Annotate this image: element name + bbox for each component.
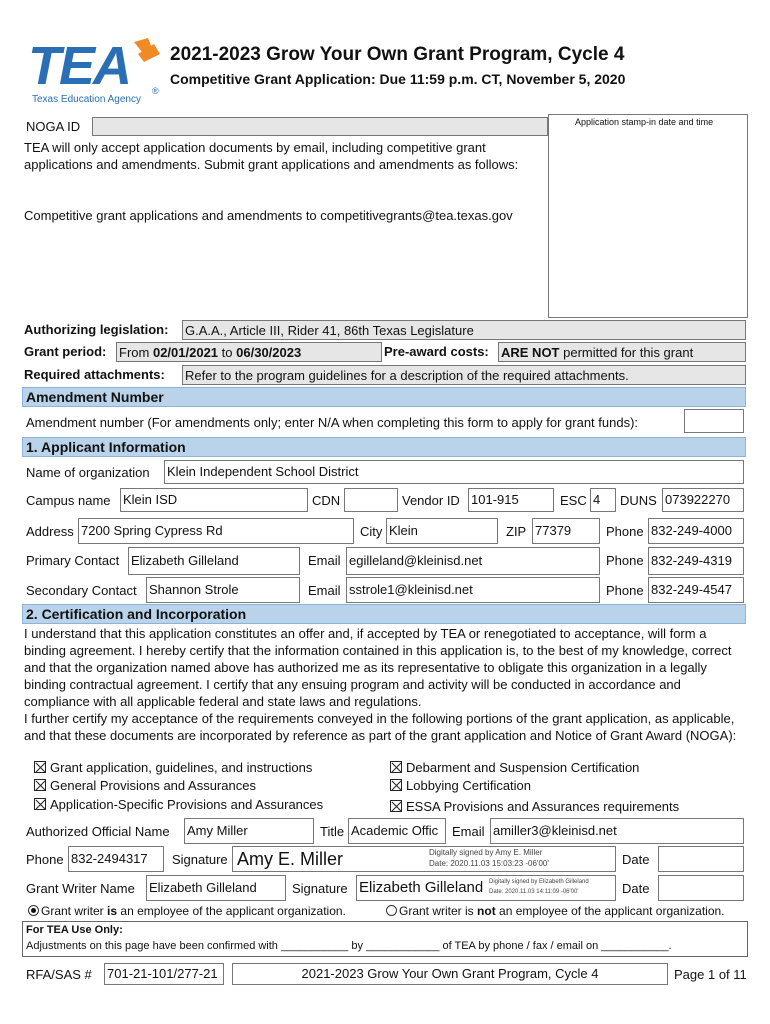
title-label: Title — [320, 824, 345, 839]
primary-contact-label: Primary Contact — [26, 553, 120, 568]
vendor-field[interactable]: 101-915 — [468, 488, 554, 512]
official-phone-label: Phone — [26, 852, 64, 867]
grant-period-label: Grant period: — [24, 344, 107, 359]
check-label: ESSA Provisions and Assurances requirements — [406, 799, 680, 814]
signature-2-name: Elizabeth Gilleland — [359, 879, 484, 896]
page-subtitle: Competitive Grant Application: Due 11:59 p.m. CT, November 5, 2020 — [170, 71, 626, 87]
zip-label: ZIP — [506, 524, 527, 539]
radio-2-text-c: an employee of the applicant organization. — [499, 904, 725, 918]
rfa-label: RFA/SAS # — [26, 967, 92, 982]
email-field-2[interactable]: sstrole1@kleinisd.net — [346, 577, 600, 603]
tea-use-text: Adjustments on this page have been confirmed with ___________ by ____________ of TEA by phone / fax / email on ___________. — [26, 940, 672, 952]
grant-writer-label: Grant Writer Name — [26, 881, 135, 896]
radio-selected-icon — [28, 905, 39, 916]
date-label-1: Date — [622, 852, 650, 867]
duns-field[interactable]: 073922270 — [662, 488, 744, 512]
certification-paragraph-1: I understand that this application constitutes an offer and, if accepted by TEA or renegotiated to acceptance, will form a binding agreement. I hereby certify that the information contained in this application is, to the best of my knowledge, correct and that the organization named above has authorized me as its representative to obligate this organization in a legally binding contractual agreement. I certify that any ensuing program and activity will be conducted in accordance and compliance with all applicable federal and state laws and regulations. — [24, 626, 732, 709]
stamp-box — [548, 114, 748, 318]
from-label: From — [119, 345, 150, 360]
intro-text: TEA will only accept application documents by email, including competitive grant applications and amendments. Submit grant applications and amendments as follows: — [24, 140, 519, 172]
city-label: City — [360, 524, 383, 539]
preaward-field — [498, 342, 746, 362]
intro-email-text: Competitive grant applications and amendments to competitivegrants@tea.texas.gov — [24, 208, 513, 223]
radio-1-text-b: is — [107, 904, 118, 918]
signature-2-digital-line-1: Digitally signed by Elizabeth Gilleland — [489, 879, 589, 885]
amendment-text: Amendment number (For amendments only; enter N/A when completing this form to apply for grant funds): — [26, 415, 639, 430]
duns-label: DUNS — [620, 493, 657, 508]
title-field[interactable]: Academic Offic — [348, 818, 446, 844]
legislation-label: Authorizing legislation: — [24, 322, 169, 337]
phone-field-3[interactable]: 832-249-4547 — [648, 577, 744, 603]
check-application-specific[interactable] — [34, 797, 323, 812]
amendment-header: Amendment Number — [22, 387, 746, 407]
checkbox-icon — [390, 779, 402, 791]
zip-field[interactable]: 77379 — [532, 518, 600, 544]
signature-label-2: Signature — [292, 881, 348, 896]
official-name-label: Authorized Official Name — [26, 824, 170, 839]
tea-use-box — [22, 921, 748, 957]
org-field[interactable]: Klein Independent School District — [164, 460, 744, 484]
checkbox-icon — [34, 761, 46, 773]
email-field-1[interactable]: egilleland@kleinisd.net — [346, 547, 600, 575]
date-field-1[interactable] — [658, 846, 744, 872]
radio-1-text-c: an employee of the applicant organization. — [120, 904, 346, 918]
legislation-field: G.A.A., Article III, Rider 41, 86th Texas Legislature — [182, 320, 746, 340]
org-label: Name of organization — [26, 465, 150, 480]
phone-label-1: Phone — [606, 524, 644, 539]
email-label-1: Email — [308, 553, 341, 568]
check-essa[interactable] — [390, 799, 679, 814]
logo-registered: ® — [152, 86, 159, 96]
amendment-number-field[interactable] — [684, 409, 744, 433]
from-date: 02/01/2021 — [152, 345, 219, 360]
checkbox-icon — [34, 779, 46, 791]
radio-unselected-icon — [386, 905, 397, 916]
preaward-label: Pre-award costs: — [384, 344, 489, 359]
esc-field[interactable]: 4 — [590, 488, 616, 512]
grant-period-field — [116, 342, 382, 362]
check-lobbying[interactable] — [390, 778, 531, 793]
radio-writer-not-employee[interactable] — [386, 904, 725, 918]
radio-writer-employee[interactable] — [28, 904, 346, 918]
attachments-label: Required attachments: — [24, 367, 165, 382]
logo-agency: Texas Education Agency — [32, 94, 141, 105]
radio-2-text-b: not — [477, 904, 496, 918]
signature-1-name: Amy E. Miller — [237, 849, 344, 869]
attachments-field: Refer to the program guidelines for a description of the required attachments. — [182, 365, 746, 385]
signature-2-digital-line-2: Date: 2020.11.03 14:11:09 -06'00' — [489, 889, 579, 895]
phone-label-3: Phone — [606, 583, 644, 598]
official-email-label: Email — [452, 824, 485, 839]
signature-field-1[interactable] — [232, 846, 616, 872]
certification-header: 2. Certification and Incorporation — [22, 604, 746, 624]
logo-text: TEA — [28, 36, 130, 96]
page-number: Page 1 of 11 — [674, 967, 747, 982]
signature-label-1: Signature — [172, 852, 228, 867]
check-label: Debarment and Suspension Certification — [406, 760, 640, 775]
primary-contact-field[interactable]: Elizabeth Gilleland — [128, 547, 300, 575]
address-field[interactable]: 7200 Spring Cypress Rd — [78, 518, 354, 544]
footer-program-title: 2021-2023 Grow Your Own Grant Program, Cycle 4 — [232, 963, 668, 985]
date-field-2[interactable] — [658, 875, 744, 901]
signature-1-digital-line-2: Date: 2020.11.03 15:03:23 -06'00' — [429, 859, 549, 868]
campus-label: Campus name — [26, 493, 111, 508]
signature-1-digital-line-1: Digitally signed by Amy E. Miller — [429, 848, 543, 857]
email-label-2: Email — [308, 583, 341, 598]
check-label: Lobbying Certification — [406, 778, 532, 793]
applicant-header: 1. Applicant Information — [22, 437, 746, 457]
official-name-field[interactable]: Amy Miller — [184, 818, 314, 844]
certification-paragraph-2: I further certify my acceptance of the requirements conveyed in the following portions of the grant application, as applicable, and that these documents are incorporated by reference as part of the grant application and Notice of Grant Award (NOGA): — [24, 711, 737, 743]
grant-writer-field[interactable]: Elizabeth Gilleland — [146, 875, 286, 901]
check-general-provisions[interactable] — [34, 778, 256, 793]
check-debarment[interactable] — [390, 760, 639, 775]
stamp-label: Application stamp-in date and time — [575, 117, 714, 127]
checkbox-icon — [390, 761, 402, 773]
cdn-label: CDN — [312, 493, 341, 508]
vendor-label: Vendor ID — [402, 493, 460, 508]
secondary-contact-label: Secondary Contact — [26, 583, 137, 598]
preaward-strong: ARE NOT — [501, 345, 560, 360]
tea-use-title: For TEA Use Only: — [26, 924, 123, 936]
campus-field[interactable]: Klein ISD — [120, 488, 308, 512]
check-label: Application-Specific Provisions and Assurances — [50, 797, 324, 812]
check-label: General Provisions and Assurances — [50, 778, 256, 793]
check-label: Grant application, guidelines, and instructions — [50, 760, 313, 775]
noga-label: NOGA ID — [26, 119, 81, 134]
to-date: 06/30/2023 — [236, 345, 302, 360]
city-field[interactable]: Klein — [386, 518, 498, 544]
official-phone-field[interactable]: 832-2494317 — [68, 846, 164, 872]
address-label: Address — [26, 524, 74, 539]
checkbox-icon — [390, 800, 402, 812]
preaward-rest: permitted for this grant — [563, 345, 694, 360]
phone-field-2[interactable]: 832-249-4319 — [648, 547, 744, 575]
to-label: to — [221, 345, 233, 360]
secondary-contact-field[interactable]: Shannon Strole — [146, 577, 300, 603]
checkbox-icon — [34, 798, 46, 810]
cdn-field[interactable] — [344, 488, 398, 512]
page-title: 2021-2023 Grow Your Own Grant Program, Cycle 4 — [170, 44, 625, 65]
signature-field-2[interactable] — [356, 875, 616, 901]
noga-id-field[interactable] — [92, 117, 548, 136]
official-email-field[interactable]: amiller3@kleinisd.net — [490, 818, 744, 844]
tea-logo — [26, 38, 166, 110]
check-grant-application[interactable] — [34, 760, 312, 775]
esc-label: ESC — [560, 493, 587, 508]
radio-1-text-a: Grant writer — [41, 904, 104, 918]
rfa-field: 701-21-101/277-21 — [104, 963, 224, 985]
phone-label-2: Phone — [606, 553, 644, 568]
phone-field-1[interactable]: 832-249-4000 — [648, 518, 744, 544]
date-label-2: Date — [622, 881, 650, 896]
radio-2-text-a: Grant writer is — [399, 904, 474, 918]
